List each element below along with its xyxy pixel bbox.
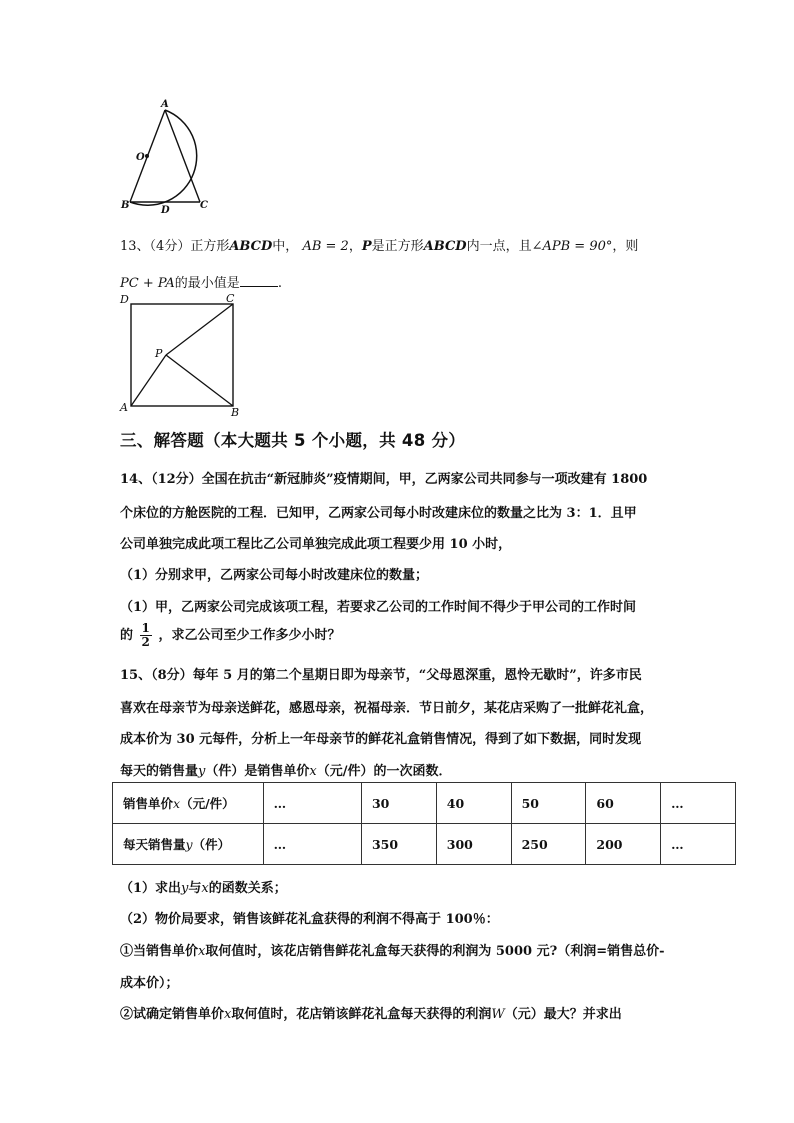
q14-text: ，求乙公司至少工作多少小时？ [158, 628, 341, 643]
var-x: x [224, 1007, 232, 1022]
var-y: y [198, 764, 206, 779]
q15-sub2: （2）物价局要求，销售该鲜花礼盒获得的利润不得高于 100％： [120, 912, 499, 927]
label-a: A [161, 99, 169, 110]
q13-ab-equation: AB = 2 [302, 239, 349, 254]
label-text: 销售单价 [123, 796, 174, 811]
q15-line1: 15、（8分）每年 5 月的第二个星期日即为母亲节，“父母恩深重，恩怜无歇时”，许多市民 [120, 668, 642, 683]
table-cell-ellipsis: … [661, 824, 736, 865]
label-b: B [121, 200, 130, 211]
q15-line4 [120, 760, 451, 779]
label-a: A [120, 401, 128, 414]
q15-text: 取何值时，花店销该鲜花礼盒每天获得的利润 [231, 1007, 492, 1022]
q15-text: ②试确定销售单价 [120, 1007, 225, 1022]
table-cell-price: 60 [586, 783, 661, 824]
q14-line3: 公司单独完成此项工程比乙公司单独完成此项工程要少用 10 小时， [120, 537, 512, 552]
q13-line1 [120, 235, 638, 254]
var-y: y [181, 881, 189, 896]
label-d: D [161, 205, 170, 216]
q15-text: （1）求出 [120, 881, 182, 896]
segment-pc [166, 304, 233, 355]
label-text: （件） [192, 837, 231, 852]
table-cell-sales: 350 [361, 824, 436, 865]
q15-text: 取何值时，该花店销售鲜花礼盒每天获得的利润为 5000 元?（利润=销售总价- [205, 944, 665, 959]
table-cell-ellipsis: … [661, 783, 736, 824]
q14-part2-cont [120, 622, 340, 649]
q15-text: （元/件）的一次函数． [316, 764, 452, 779]
q15-text: 与 [188, 881, 202, 896]
var-x: x [198, 944, 206, 959]
q13-text: 的最小值是 [174, 276, 240, 291]
table-row-price [113, 783, 736, 824]
q13-text: . [277, 276, 282, 291]
table-cell-sales: 200 [586, 824, 661, 865]
square-figure [115, 290, 245, 418]
q15-text: （件）是销售单价 [205, 764, 310, 779]
q15-text: ①当销售单价 [120, 944, 199, 959]
answer-blank[interactable] [240, 274, 278, 287]
q15-line3: 成本价为 30 元每件，分析上一年母亲节的鲜花礼盒销售情况，得到了如下数据，同时发现 [120, 732, 642, 747]
label-p: P [155, 347, 163, 360]
q13-text: ， [348, 239, 362, 254]
q13-text: 中， [272, 239, 299, 254]
q14-line1: 14、（12分）全国在抗击“新冠肺炎”疫情期间，甲，乙两家公司共同参与一项改建有 1800 [120, 472, 648, 487]
segment-ac [165, 110, 200, 202]
q15-line2: 喜欢在母亲节为母亲送鲜花，感恩母亲，祝福母亲．节日前夕，某花店采购了一批鲜花礼盒， [120, 701, 654, 716]
q15-text: 每天的销售量 [120, 764, 199, 779]
section-heading: 三、解答题（本大题共 5 个小题，共 48 分） [120, 431, 466, 450]
fraction-denominator: 2 [141, 635, 150, 649]
segment-pb [166, 355, 233, 406]
q13-number: 13、（4分） [120, 239, 191, 254]
q13-abcd: ABCD [423, 239, 467, 254]
table-cell-sales: 250 [511, 824, 586, 865]
label-b: B [231, 406, 240, 418]
var-x: x [309, 764, 317, 779]
table-row-sales [113, 824, 736, 865]
q13-line2 [120, 272, 282, 291]
q13-text: 是正方形 [371, 239, 424, 254]
label-c: C [200, 200, 208, 211]
row-label-sales [113, 824, 264, 865]
segment-pa [131, 355, 166, 406]
q13-p: P [361, 239, 372, 254]
sales-data-table [112, 782, 736, 865]
table-cell-sales: 300 [436, 824, 511, 865]
q15-text: （元）最大？并求出 [504, 1007, 622, 1022]
var-y: y [185, 837, 193, 852]
q13-angle: ∠APB = 90° [531, 239, 613, 254]
q13-text: 正方形 [190, 239, 230, 254]
table-cell-price: 50 [511, 783, 586, 824]
square-abcd [131, 304, 233, 406]
table-cell-price: 30 [361, 783, 436, 824]
q15-sub2a [120, 940, 665, 959]
table-cell-ellipsis: … [263, 824, 361, 865]
q15-sub2b [120, 1003, 622, 1022]
center-point-o [145, 154, 149, 158]
label-d: D [120, 293, 129, 306]
var-x: x [173, 796, 181, 811]
q14-part1: （1）分别求甲，乙两家公司每小时改建床位的数量； [120, 568, 429, 583]
table-cell-ellipsis: … [263, 783, 361, 824]
var-w: W [491, 1007, 505, 1022]
q14-line2: 个床位的方舱医院的工程．已知甲，乙两家公司每小时改建床位的数量之比为 3：1．且甲 [120, 506, 637, 521]
q15-sub2a-cont: 成本价）； [120, 976, 179, 991]
fraction-one-half [140, 622, 152, 649]
row-label-price [113, 783, 264, 824]
label-c: C [226, 292, 235, 305]
table-cell-price: 40 [436, 783, 511, 824]
label-text: （元/件） [180, 796, 235, 811]
q13-expression: PC + PA [120, 276, 175, 291]
label-text: 每天销售量 [123, 837, 186, 852]
triangle-semicircle-figure [110, 95, 230, 220]
var-x: x [201, 881, 209, 896]
q14-text: 的 [120, 628, 134, 643]
q14-part2: （1）甲，乙两家公司完成该项工程，若要求乙公司的工作时间不得少于甲公司的工作时间 [120, 600, 637, 615]
q13-abcd: ABCD [229, 239, 273, 254]
q13-text: 内一点，且 [466, 239, 532, 254]
q15-text: 的函数关系； [208, 881, 287, 896]
q13-text: ，则 [612, 239, 639, 254]
label-o: O [136, 152, 145, 163]
fraction-numerator: 1 [141, 621, 150, 635]
q15-sub1 [120, 877, 287, 896]
